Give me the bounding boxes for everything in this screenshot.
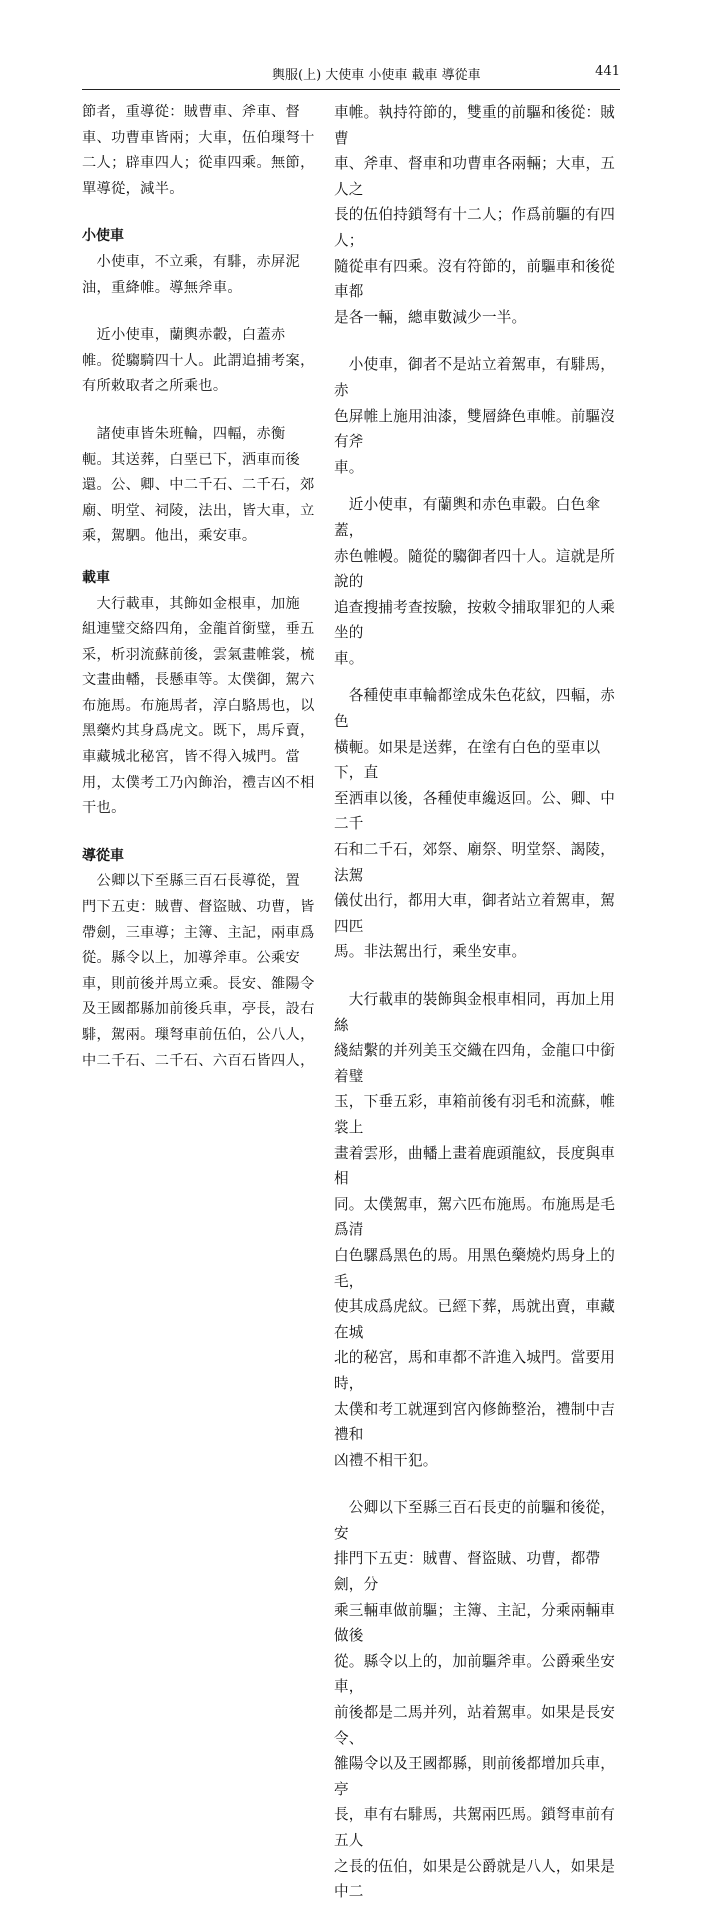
text-line: 前後都是二馬并列，站着駕車。如果是長安令、 (334, 1704, 616, 1747)
text-line: 車，則前後并馬立乘。長安、雒陽令 (82, 975, 315, 992)
text-line: 近小使車，有蘭輿和赤色車轂。白色傘蓋， (334, 496, 601, 539)
text-line: 北的秘宮，馬和車都不許進入城門。當要用時， (334, 1349, 616, 1392)
text-line: 追查搜捕考查按驗，按敕令捕取罪犯的人乘坐的 (334, 598, 616, 642)
text-line: 公卿以下至縣三百石長導從，置 (82, 873, 301, 890)
paragraph (82, 869, 322, 1074)
paragraph (82, 592, 322, 822)
text-line: 是各一輛，總車數減少一半。 (334, 308, 527, 326)
paragraph (334, 492, 624, 671)
text-line: 軛。其送葬，白堊已下，洒車而後 (82, 451, 301, 468)
text-line: 文畫曲轓，長懸車等。太僕御，駕六 (82, 672, 315, 689)
text-line: 至洒車以後，各種使車纔返回。公、卿、中二千 (334, 789, 616, 833)
text-line: 大行載車的裝飾與金根車相同，再加上用絲 (334, 991, 616, 1034)
paragraph (334, 352, 624, 480)
text-line: 騑，駕兩。璅弩車前伍伯，公八人， (82, 1027, 315, 1043)
text-line: 帶劍，三車導；主簿、主記，兩車爲 (82, 924, 315, 941)
text-line: 各種使車車輪都塗成朱色花紋，四輻，赤色 (334, 687, 616, 731)
text-line: 從。縣令以上，加導斧車。公乘安 (82, 950, 301, 967)
paragraph (82, 250, 322, 301)
text-line: 單導從，減半。 (82, 180, 184, 197)
text-line: 車帷。執持符節的，雙重的前驅和後從：賊曹 (334, 104, 616, 147)
text-line: 車、斧車、督車和功曹車各兩輛；大車，五人之 (334, 155, 616, 198)
text-line: 畫着雲形，曲轓上畫着鹿頭龍紋，長度與車相 (334, 1144, 616, 1188)
text-line: 小使車，不立乘，有騑，赤屏泥 (82, 253, 301, 270)
text-line: 儀仗出行，都用大車，御者站立着駕車，駕四匹 (334, 892, 616, 935)
text-line: 帷。從騶騎四十人。此謂追捕考案， (82, 352, 315, 369)
paragraph (334, 1495, 624, 1905)
text-line: 用，太僕考工乃內飾治，禮吉凶不相 (82, 774, 315, 791)
paragraph (82, 100, 322, 202)
text-line: 長，車有右騑馬，共駕兩匹馬。鎖弩車前有五人 (334, 1806, 616, 1849)
text-line: 凶禮不相干犯。 (334, 1451, 438, 1469)
text-line: 長的伍伯持鎖弩有十二人；作爲前驅的有四人； (334, 206, 616, 249)
text-line: 白色騾爲黑色的馬。用黑色藥燒灼馬身上的毛， (334, 1246, 616, 1290)
running-title: 輿服(上) 大使車 小使車 載車 導從車 (272, 68, 481, 83)
text-line: 門下五吏：賊曹、督盜賊、功曹，皆 (82, 899, 315, 916)
translation-column (334, 100, 624, 1905)
text-line: 之長的伍伯，如果是公爵就是八人，如果是中二 (334, 1857, 616, 1901)
text-line: 玉，下垂五彩，車箱前後有羽毛和流蘇，帷裳上 (334, 1093, 616, 1136)
paragraph (334, 100, 624, 330)
section-heading-zaiche: 載車 (82, 569, 110, 586)
section-heading-xiaoshiche: 小使車 (82, 228, 124, 245)
text-line: 有所敕取者之所乘也。 (82, 378, 228, 395)
text-line: 布施馬。布施馬者，淳白駱馬也，以 (82, 697, 315, 714)
paragraph (82, 323, 322, 400)
text-line: 排門下五吏：賊曹、督盜賊、功曹，都帶劍，分 (334, 1550, 601, 1594)
text-line: 還。公、卿、中二千石、二千石，郊 (82, 477, 315, 494)
text-line: 綫結繫的并列美玉交織在四角，金龍口中銜着璧 (334, 1042, 616, 1085)
text-line: 及王國都縣加前後兵車，亭長，設右 (82, 1001, 315, 1018)
paragraph (334, 987, 624, 1473)
text-line: 隨從車有四乘。沒有符節的，前驅車和後從車都 (334, 257, 616, 301)
text-line: 諸使車皆朱班輪，四輻，赤衡 (82, 425, 286, 442)
text-line: 赤色帷幔。隨從的騶御者四十人。這就是所說的 (334, 547, 616, 591)
text-line: 采，析羽流蘇前後，雲氣畫帷裳，梳 (82, 646, 315, 663)
text-line: 車、功曹車皆兩；大車，伍伯璅弩十 (82, 129, 315, 146)
header-rule (82, 89, 620, 90)
original-text-column (82, 100, 322, 1074)
section-heading-daocongche: 導從車 (82, 847, 124, 864)
text-line: 干也。 (82, 800, 126, 817)
text-line: 油，重絳帷。導無斧車。 (82, 279, 242, 296)
text-line: 雒陽令以及王國都縣，則前後都增加兵車，亭 (334, 1755, 616, 1798)
running-header (82, 62, 620, 86)
text-line: 近小使車，蘭輿赤轂，白蓋赤 (82, 327, 286, 344)
text-line: 乘三輛車做前驅；主簿、主記，分乘兩輛車做後 (334, 1601, 616, 1645)
text-line: 大行載車，其飾如金根車，加施 (82, 595, 301, 612)
text-line: 使其成爲虎紋。已經下葬，馬就出賣，車藏在城 (334, 1298, 616, 1341)
text-line: 橫軛。如果是送葬，在塗有白色的堊車以下，直 (334, 738, 601, 782)
text-line: 節者，重導從：賊曹車、斧車、督 (82, 104, 301, 120)
text-line: 中二千石、二千石、六百石皆四人， (82, 1052, 315, 1069)
text-line: 從。縣令以上的，加前驅斧車。公爵乘坐安車， (334, 1652, 616, 1696)
text-line: 公卿以下至縣三百石長吏的前驅和後從，安 (334, 1499, 616, 1542)
text-line: 二人；辟車四人；從車四乘。無節， (82, 155, 315, 172)
text-line: 黑藥灼其身爲虎文。既下，馬斥賣， (82, 723, 315, 740)
text-line: 小使車，御者不是站立着駕車，有騑馬，赤 (334, 356, 616, 399)
text-line: 乘，駕駟。他出，乘安車。 (82, 528, 257, 545)
paragraph (82, 422, 322, 550)
paragraph (334, 683, 624, 965)
text-line: 廟、明堂、祠陵，法出，皆大車，立 (82, 502, 315, 519)
text-line: 色屏帷上施用油漆，雙層絳色車帷。前驅沒有斧 (334, 407, 616, 451)
text-line: 石和二千石，郊祭、廟祭、明堂祭、謁陵，法駕 (334, 841, 616, 884)
text-line: 車。 (334, 649, 364, 667)
text-line: 組連璧交絡四角，金龍首銜璧，垂五 (82, 621, 315, 638)
text-line: 車藏城北秘宮，皆不得入城門。當 (82, 749, 301, 766)
text-line: 太僕和考工就運到宮內修飾整治，禮制中吉禮和 (334, 1400, 616, 1444)
page-number: 441 (595, 64, 620, 79)
text-line: 同。太僕駕車，駕六匹布施馬。布施馬是毛爲清 (334, 1195, 616, 1239)
text-line: 馬。非法駕出行，乘坐安車。 (334, 943, 527, 961)
text-line: 車。 (334, 458, 364, 476)
